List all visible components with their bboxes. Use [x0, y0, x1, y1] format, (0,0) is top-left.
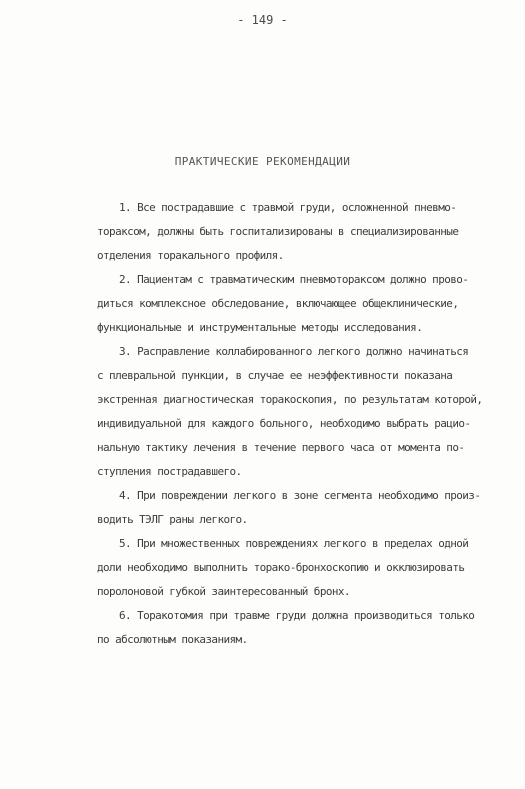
text-line: индивидуальной для каждого больного, необходимо выбрать рацио-	[97, 417, 471, 430]
text-line: экстренная диагностическая торакоскопия, по результатам которой,	[97, 393, 483, 406]
text-line: поролоновой губкой заинтересованный бронх.	[97, 585, 350, 598]
section-heading: ПРАКТИЧЕСКИЕ РЕКОМЕНДАЦИИ	[174, 155, 351, 168]
text-line: 3. Расправление коллабированного легкого должно начинаться	[119, 345, 469, 358]
text-line: 6. Торакотомия при травме груди должна производиться только	[119, 609, 475, 622]
text-line: по абсолютным показаниям.	[97, 633, 248, 646]
text-line: 5. При множественных повреждениях легкого в пределах одной	[119, 537, 469, 550]
recommendation-5	[97, 532, 517, 604]
text-line: доли необходимо выполнить торако-бронхоскопию и окклюзировать	[97, 561, 465, 574]
recommendation-6	[97, 604, 517, 652]
recommendation-1	[97, 196, 517, 268]
text-line: 2. Пациентам с травматическим пневмотораксом должно прово-	[119, 273, 469, 286]
text-line: тораксом, должны быть госпитализированы в специализированные	[97, 225, 459, 238]
text-line: 4. При повреждении легкого в зоне сегмента необходимо произ-	[119, 489, 481, 502]
recommendation-3	[97, 340, 517, 484]
recommendation-4	[97, 484, 517, 532]
recommendations-body	[97, 196, 517, 652]
recommendation-2	[97, 268, 517, 340]
text-line: отделения торакального профиля.	[97, 249, 284, 262]
text-line: функциональные и инструментальные методы исследования.	[97, 321, 423, 334]
text-line: нальную тактику лечения в течение первого часа от момента по-	[97, 441, 465, 454]
text-line: диться комплексное обследование, включающее общеклинические,	[97, 297, 459, 310]
text-line: 1. Все пострадавшие с травмой груди, осложненной пневмо-	[119, 201, 457, 214]
page-number: - 149 -	[237, 13, 288, 27]
text-line: ступления пострадавшего.	[97, 465, 242, 478]
text-line: водить ТЭЛГ раны легкого.	[97, 513, 248, 526]
text-line: с плевральной пункции, в случае ее неэффективности показана	[97, 369, 453, 382]
